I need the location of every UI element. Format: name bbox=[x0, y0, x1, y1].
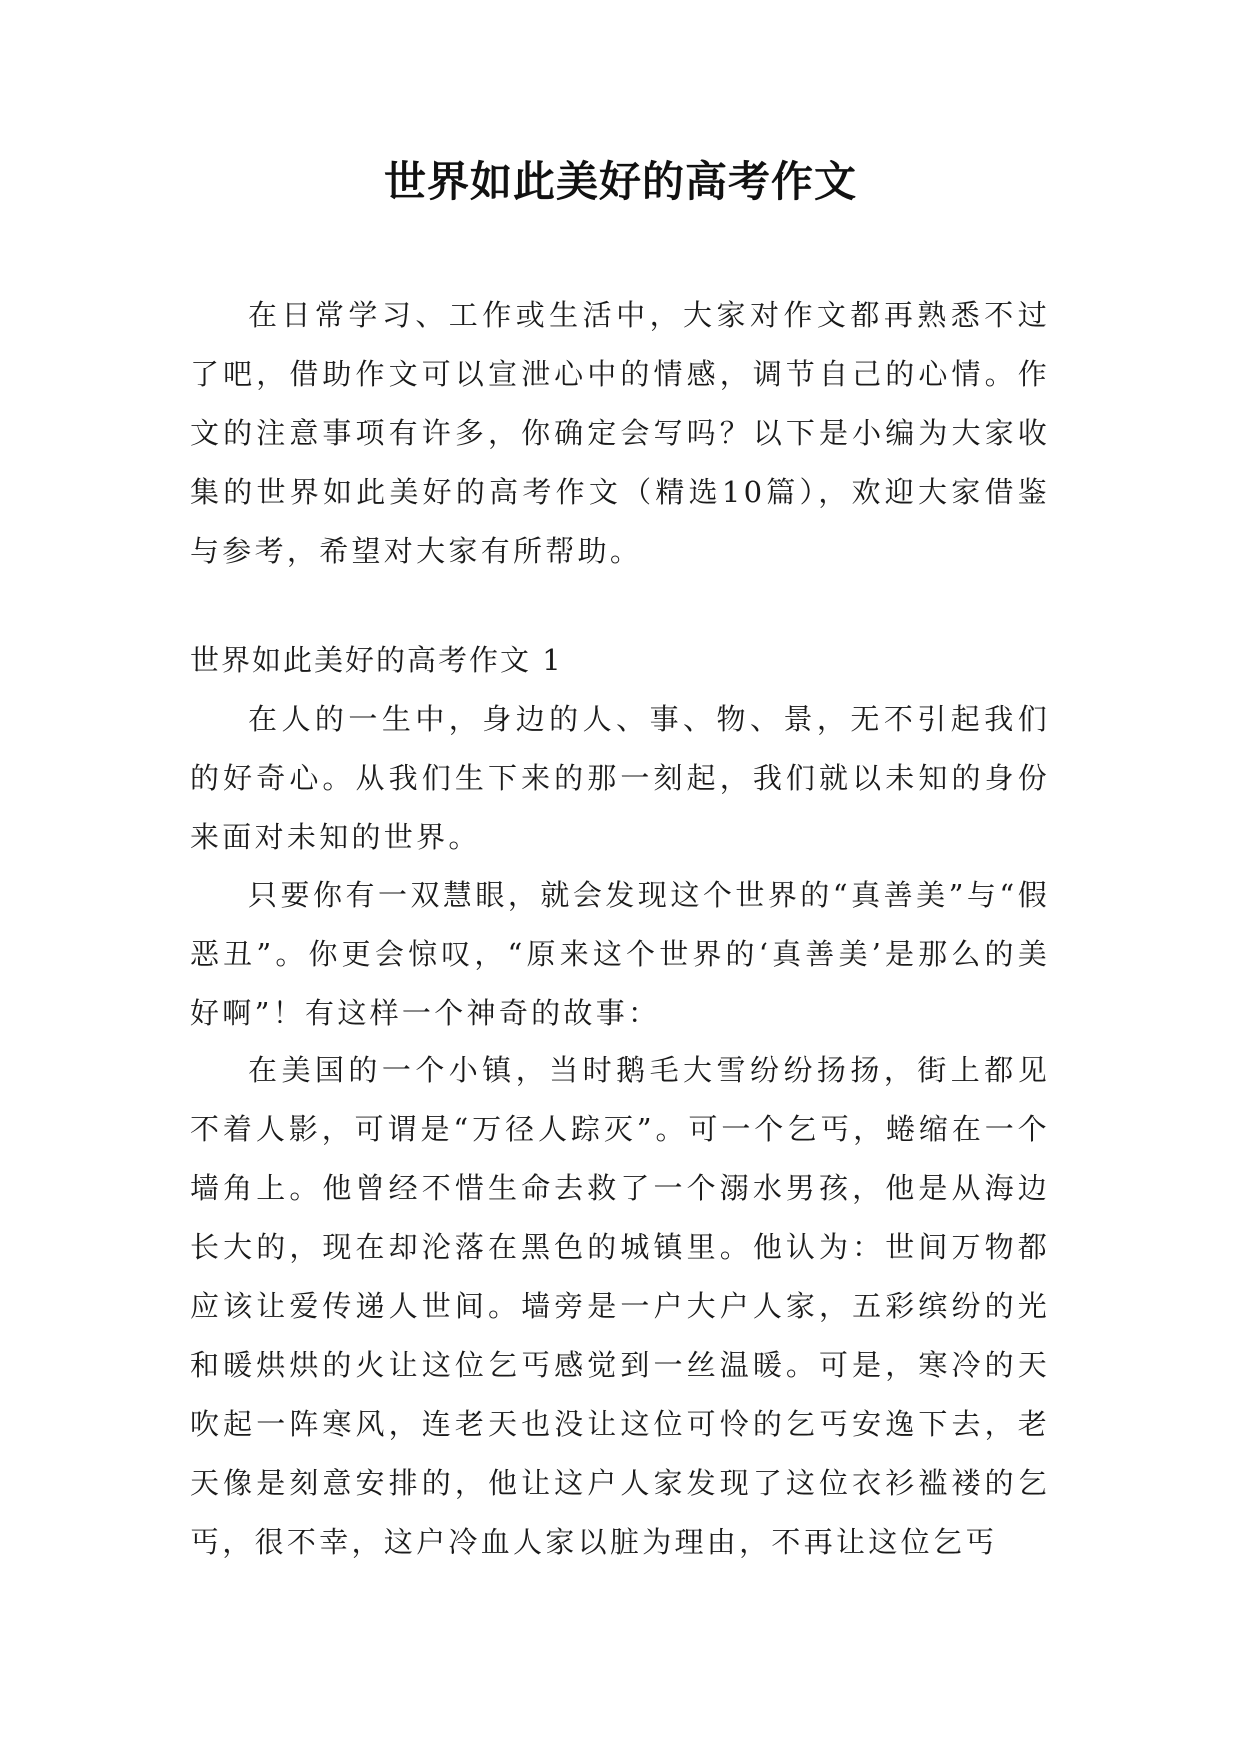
document-title: 世界如此美好的高考作文 bbox=[383, 157, 857, 206]
body-paragraph: 只要你有一双慧眼，就会发现这个世界的“真善美”与“假恶丑”。你更会惊叹，“原来这个世界的‘真善美’是那么的美好啊”！有这样一个神奇的故事： bbox=[190, 878, 1050, 1030]
body-paragraph: 在美国的一个小镇，当时鹅毛大雪纷纷扬扬，街上都见不着人影，可谓是“万径人踪灭”。可一个乞丐，蜷缩在一个墙角上。他曾经不惜生命去救了一个溺水男孩，他是从海边长大的，现在却沦落在黑色的城镇里。他认为：世间万物都应该让爱传递人世间。墙旁是一户大户人家，五彩缤纷的光和暖烘烘的火让这位乞丐感觉到一丝温暖。可是，寒冷的天吹起一阵寒风，连老天也没让这位可怜的乞丐安逸下去，老天像是刻意安排的，他让这户人家发现了这位衣衫褴褛的乞丐，很不幸，这户冷血人家以脏为理由，不再让这位乞丐 bbox=[190, 1053, 1050, 1559]
body-paragraph: 在人的一生中，身边的人、事、物、景，无不引起我们的好奇心。从我们生下来的那一刻起，我们就以未知的身份来面对未知的世界。 bbox=[190, 702, 1050, 854]
section-heading: 世界如此美好的高考作文 1 bbox=[190, 643, 563, 677]
intro-paragraph: 在日常学习、工作或生活中，大家对作文都再熟悉不过了吧，借助作文可以宣泄心中的情感，调节自己的心情。作文的注意事项有许多，你确定会写吗？以下是小编为大家收集的世界如此美好的高考作文（精选10篇），欢迎大家借鉴与参考，希望对大家有所帮助。 bbox=[190, 298, 1050, 568]
